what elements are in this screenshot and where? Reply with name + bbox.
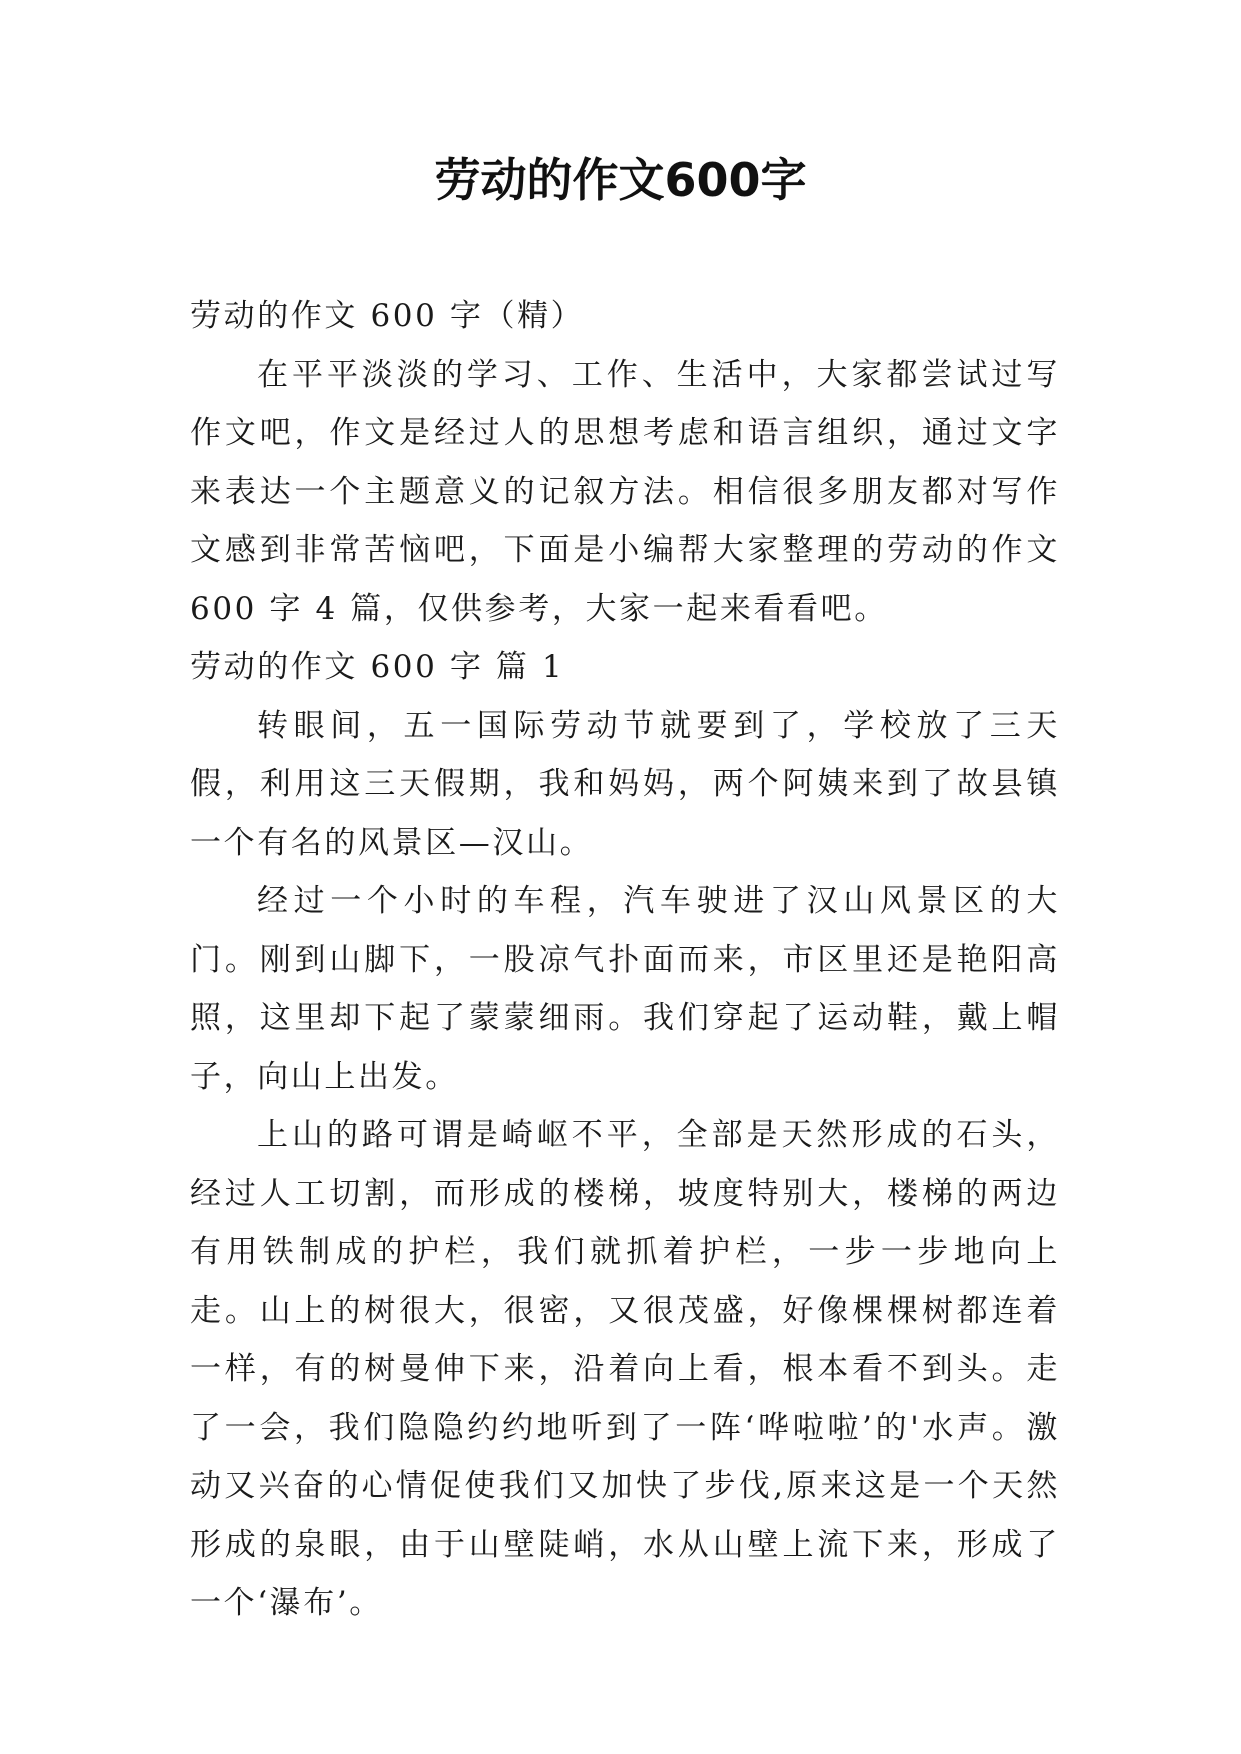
intro-paragraph: 在平平淡淡的学习、工作、生活中，大家都尝试过写作文吧，作文是经过人的思想考虑和语言组织，通过文字来表达一个主题意义的记叙方法。相信很多朋友都对写作文感到非常苦恼吧，下面是小编帮大家整理的劳动的作文 600 字 4 篇，仅供参考，大家一起来看看吧。 (190, 356, 1060, 627)
section-heading-1: 劳动的作文 600 字 篇 1 (190, 649, 565, 685)
body-paragraph: 经过一个小时的车程，汽车驶进了汉山风景区的大门。刚到山脚下，一股凉气扑面而来，市区里还是艳阳高照，这里却下起了蒙蒙细雨。我们穿起了运动鞋，戴上帽子，向山上出发。 (190, 883, 1060, 1095)
intro-heading: 劳动的作文 600 字（精） (190, 298, 585, 334)
body-paragraph: 转眼间，五一国际劳动节就要到了，学校放了三天假，利用这三天假期，我和妈妈，两个阿姨来到了故县镇一个有名的风景区—汉山。 (190, 707, 1060, 861)
document-body (190, 287, 1060, 1633)
document-title: 劳动的作文600字 (434, 153, 807, 207)
body-paragraph: 上山的路可谓是崎岖不平，全部是天然形成的石头，经过人工切割，而形成的楼梯，坡度特别大，楼梯的两边有用铁制成的护栏，我们就抓着护栏，一步一步地向上走。山上的树很大，很密，又很茂盛，好像棵棵树都连着一样，有的树曼伸下来，沿着向上看，根本看不到头。走了一会，我们隐隐约约地听到了一阵‘哗啦啦’的'水声。激动又兴奋的心情促使我们又加快了步伐,原来这是一个天然形成的泉眼，由于山壁陡峭，水从山壁上流下来，形成了一个‘瀑布’。 (190, 1117, 1060, 1621)
